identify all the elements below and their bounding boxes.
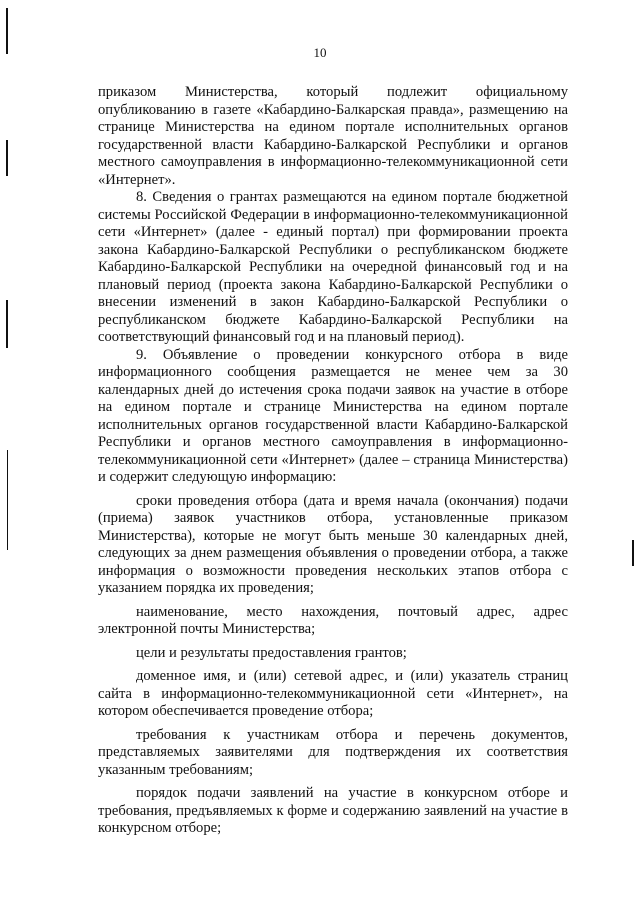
scan-margin-mark [632,540,634,566]
list-item-goals: цели и результаты предоставления грантов; [136,644,407,661]
list-item-requirements: требования к участникам отбора и перечень документов, представляемых заявителями для подтверждения их соответствия указанным требованиям; [98,726,568,778]
list-item-submission-order: порядок подачи заявлений на участие в конкурсном отборе и требования, предъявляемых к форме и содержанию заявлений на участие в конкурсном отборе; [98,785,568,836]
list-item-address: наименование, место нахождения, почтовый адрес, адрес электронной почты Министерства; [98,603,568,637]
paragraph-9: 9. Объявление о проведении конкурсного отбора в виде информационного сообщения размещается не менее чем за 30 календарных дней до истечения срока подачи заявок на участие в отборе на едином портале и странице Министерства на едином портале исполнительных органов государственной власти Кабардино-Балкарской Республики и органов местного самоуправления в информационно-телекоммуникационной сети «Интернет» (далее – страница Министерства) и содержит следующую информацию: [98,346,568,485]
page-number: 10 [313,45,327,60]
scan-margin-mark [7,450,8,550]
list-item-deadlines: сроки проведения отбора (дата и время начала (окончания) подачи (приема) заявок участников отбора, установленные приказом Министерства), которые не могут быть меньше 30 календарных дней, следующих за днем размещения объявления о проведении отбора, а также информация о возможности проведения нескольких этапов отбора с указанием порядка их проведения; [98,492,568,596]
document-body [98,84,568,844]
scan-margin-mark [6,300,8,348]
scan-margin-mark [6,8,8,54]
paragraph-continuation: приказом Министерства, который подлежит официальному опубликованию в газете «Кабардино-Балкарская правда», размещению на странице Министерства на едином портале исполнительных органов государственной власти Кабардино-Балкарской Республики и органов местного самоуправления в информационно-телекоммуникационной сети «Интернет». [98,84,568,188]
scan-margin-mark [6,140,8,176]
list-item-domain: доменное имя, и (или) сетевой адрес, и (или) указатель страниц сайта в информационно-телекоммуникационной сети «Интернет», на котором обеспечивается проведение отбора; [98,668,568,719]
paragraph-8: 8. Сведения о грантах размещаются на едином портале бюджетной системы Российской Федерации в информационно-телекоммуникационной сети «Интернет» (далее - единый портал) при формировании проекта закона Кабардино-Балкарской Республики о республиканском бюджете Кабардино-Балкарской Республики на очередной финансовый год и на плановый период (проекта закона Кабардино-Балкарской Республики о внесении изменений в закон Кабардино-Балкарской Республики о республиканском бюджете Кабардино-Балкарской Республики на соответствующий финансовый год и на плановый период). [98,189,568,345]
